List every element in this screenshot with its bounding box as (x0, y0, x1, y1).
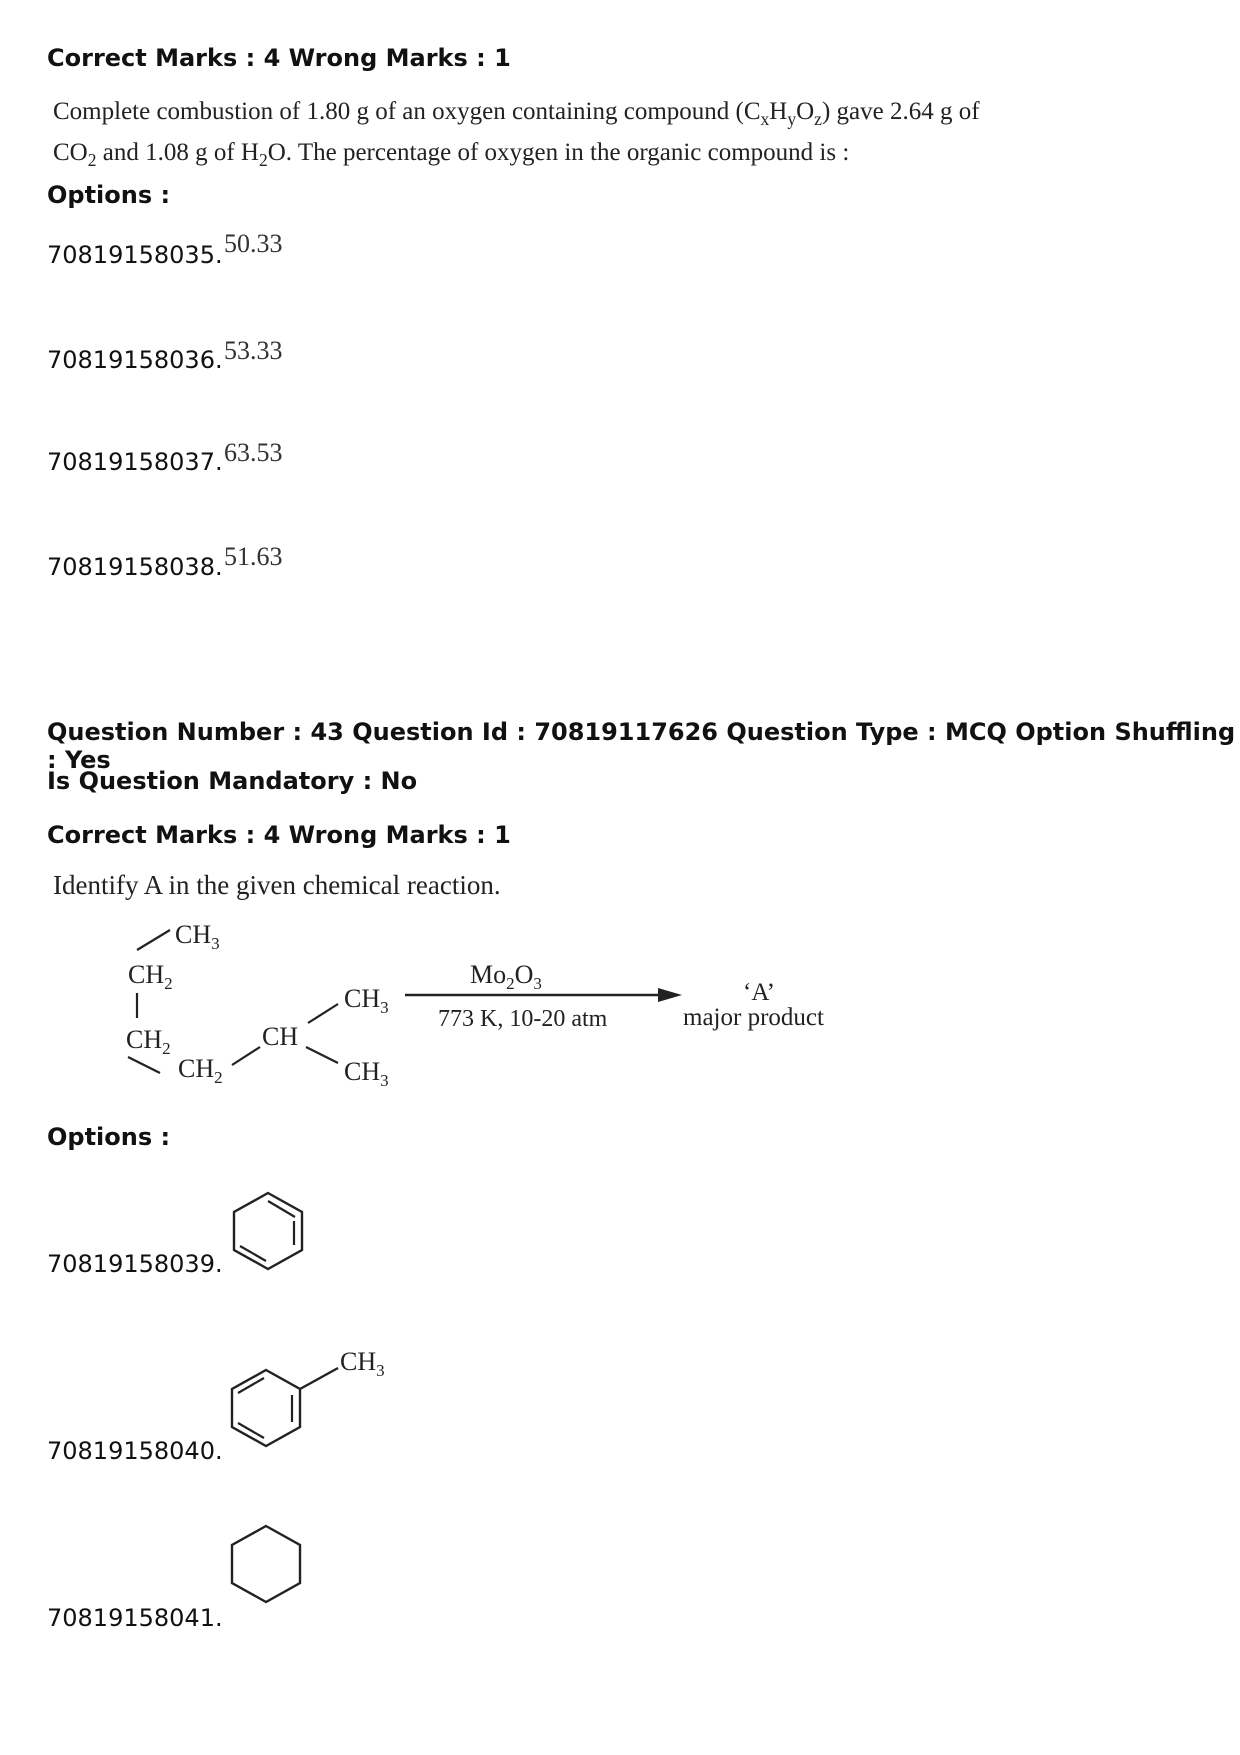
reaction-product-desc: major product (683, 1004, 824, 1031)
q43-header-line2: Is Question Mandatory : No (47, 767, 418, 795)
toluene-ch3-label: $CH_3$ (340, 1347, 385, 1380)
q43-option-3-id[interactable]: 70819158041. (47, 1604, 223, 1632)
toluene-structure[interactable] (220, 1340, 420, 1460)
reaction-reagent: $Mo_2O_3$ (470, 960, 542, 993)
q43-option-1-id[interactable]: 70819158039. (47, 1250, 223, 1278)
q42-option-3-value[interactable]: 63.53 (224, 438, 283, 467)
q43-question-text: Identify A in the given chemical reaction. (53, 870, 501, 900)
arrow-head-icon (658, 988, 682, 1002)
cyclohexane-structure[interactable] (220, 1520, 310, 1610)
q42-option-4-id[interactable]: 70819158038. (47, 553, 223, 581)
benzene-structure[interactable] (222, 1187, 312, 1277)
reaction-ch3-right-bottom: $CH_3$ (344, 1057, 389, 1090)
q42-marks: Correct Marks : 4 Wrong Marks : 1 (47, 44, 511, 72)
bond-line (308, 1004, 338, 1023)
q42-option-1-value[interactable]: 50.33 (224, 229, 283, 258)
reaction-ch2-upper: $CH_2$ (128, 960, 173, 993)
bond-line (137, 930, 170, 950)
reaction-ch: CH (262, 1022, 299, 1051)
q42-option-2-id[interactable]: 70819158036. (47, 346, 223, 374)
reaction-ch2-bottom: $CH_2$ (178, 1054, 223, 1087)
reaction-product-label: ‘A’ (743, 979, 775, 1006)
q42-question-text (53, 95, 1053, 177)
q43-options-label: Options : (47, 1123, 171, 1151)
bond-line (306, 1047, 338, 1063)
reaction-conditions: 773 K, 10-20 atm (438, 1006, 608, 1032)
q42-stem-line1: Complete combustion of 1.80 g of an oxygen containing compound $(C_xH_yO_z)$ gave 2.64 g of (53, 98, 980, 129)
q42-option-4-value[interactable]: 51.63 (224, 542, 283, 571)
reaction-ch3-right-top: $CH_3$ (344, 984, 389, 1017)
q42-stem-line2: $CO_2$ and 1.08 g of $H_2O$. The percentage of oxygen in the organic compound is : (53, 139, 850, 170)
reaction-ch2-lower: $CH_2$ (126, 1025, 171, 1058)
reaction-ch3-top: $CH_3$ (175, 920, 220, 953)
reaction-scheme (110, 915, 890, 1105)
q42-options-label: Options : (47, 181, 171, 209)
q42-option-3-id[interactable]: 70819158037. (47, 448, 223, 476)
q42-option-1-id[interactable]: 70819158035. (47, 241, 223, 269)
bond-line (232, 1047, 260, 1065)
q43-option-2-id[interactable]: 70819158040. (47, 1437, 223, 1465)
q42-option-2-value[interactable]: 53.33 (224, 336, 283, 365)
bond-line (128, 1057, 160, 1073)
q43-marks: Correct Marks : 4 Wrong Marks : 1 (47, 821, 511, 849)
q43-header-line1: Question Number : 43 Question Id : 70819117626 Question Type : MCQ Option Shuffling : Yes (47, 718, 1236, 774)
